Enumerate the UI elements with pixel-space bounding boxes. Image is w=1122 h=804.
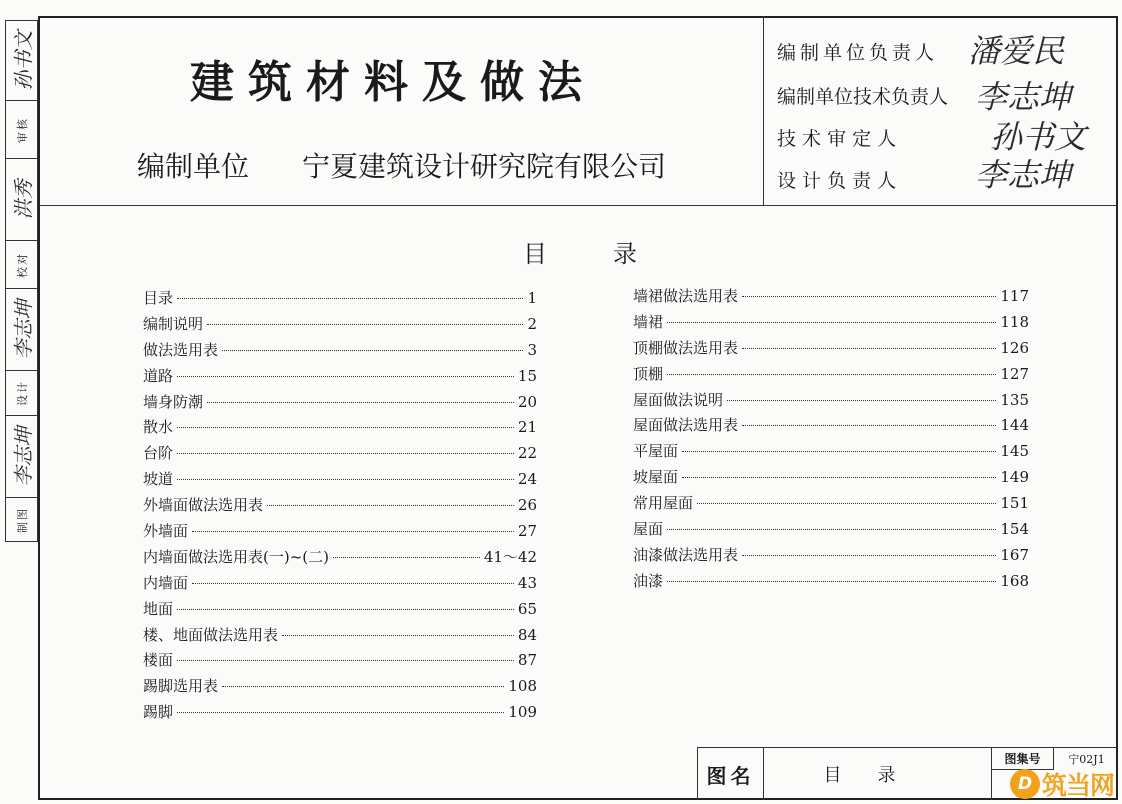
- toc-entry-label: 油漆: [633, 571, 664, 590]
- toc-entry-label: 目录: [143, 289, 174, 307]
- toc-title: 目录: [523, 240, 703, 268]
- toc-entry-page: 109: [508, 703, 537, 722]
- toc-entry-label: 坡屋面: [633, 468, 679, 487]
- toc-leader-dots: [267, 505, 514, 506]
- toc-entry-page: 24: [517, 470, 537, 489]
- strip-label-check: 校对: [6, 241, 37, 289]
- toc-entry-label: 散水: [143, 418, 174, 437]
- toc-entry-page: 1: [527, 289, 537, 307]
- toc-entry: [143, 624, 537, 650]
- strip-signature-designer: 李志坤: [6, 289, 37, 371]
- toc-entry-page: 168: [1000, 571, 1029, 590]
- toc-entry-label: 踢脚选用表: [143, 677, 219, 696]
- toc-entry: [633, 285, 1029, 311]
- toc-entry: [633, 518, 1029, 544]
- toc-entry-label: 内墙面: [143, 573, 189, 592]
- toc-entry: [143, 520, 537, 546]
- toc-entry: [633, 363, 1029, 389]
- toc-entry-label: 屋面做法说明: [633, 390, 724, 409]
- toc-entry-page: 154: [1000, 520, 1029, 539]
- toc-entry-label: 屋面: [633, 520, 664, 539]
- approval-strip: [5, 20, 38, 542]
- site-watermark: [1010, 763, 1122, 804]
- header-vertical-divider: [763, 16, 764, 206]
- toc-entry: [633, 337, 1029, 363]
- toc-entry: [143, 468, 537, 494]
- toc-entry: [143, 416, 537, 442]
- toc-entry-page: 2: [527, 314, 537, 333]
- resp-role-unit-head: 编制单位负责人: [777, 42, 939, 64]
- toc-leader-dots: [177, 712, 504, 713]
- resp-role-tech-approver: 技 术 审 定 人: [777, 128, 897, 150]
- toc-leader-dots: [177, 376, 514, 377]
- toc-entry: [143, 494, 537, 520]
- toc-entry-label: 台阶: [143, 444, 174, 463]
- toc-entry: [633, 466, 1029, 492]
- atlas-number-label: 图集号: [992, 748, 1054, 770]
- title-block-name: 目录: [764, 748, 992, 800]
- toc-leader-dots: [667, 581, 996, 582]
- toc-leader-dots: [177, 609, 514, 610]
- toc-entry-page: 26: [517, 496, 537, 515]
- toc-entry: [633, 492, 1029, 518]
- toc-entry-page: 108: [508, 677, 537, 696]
- toc-leader-dots: [742, 555, 996, 556]
- toc-leader-dots: [177, 427, 514, 428]
- toc-entry-page: 145: [1000, 442, 1029, 461]
- toc-leader-dots: [727, 400, 996, 401]
- toc-entry-page: 87: [517, 651, 537, 670]
- resp-role-design-head: 设 计 负 责 人: [777, 170, 897, 192]
- signature-tech-head: 李志坤: [975, 78, 1072, 116]
- toc-leader-dots: [682, 477, 996, 478]
- toc-leader-dots: [177, 453, 514, 454]
- toc-entry: [633, 311, 1029, 337]
- toc-entry-page: 118: [1000, 312, 1029, 331]
- toc-leader-dots: [282, 635, 514, 636]
- toc-entry-label: 道路: [143, 366, 174, 385]
- toc-leader-dots: [207, 324, 523, 325]
- signature-unit-head: 潘爱民: [968, 32, 1065, 70]
- toc-entry-page: 27: [517, 522, 537, 541]
- toc-entry: [633, 570, 1029, 596]
- toc-entry-page: 84: [517, 625, 537, 644]
- toc-entry-label: 屋面做法选用表: [633, 416, 739, 435]
- toc-leader-dots: [222, 350, 523, 351]
- resp-role-tech-head: 编制单位技术负责人: [777, 86, 949, 108]
- compiling-unit-name: 宁夏建筑设计研究院有限公司: [302, 150, 667, 183]
- toc-entry-label: 外墙面做法选用表: [143, 496, 264, 515]
- toc-entry-page: 20: [517, 392, 537, 411]
- toc-entry: [143, 701, 537, 727]
- toc-entry: [633, 440, 1029, 466]
- toc-leader-dots: [682, 451, 996, 452]
- toc-entry-label: 坡道: [143, 470, 174, 489]
- atlas-number-value: 宁02J1: [1068, 753, 1105, 766]
- title-block-label: 图名: [698, 748, 764, 800]
- toc-entry-label: 墙身防潮: [143, 392, 204, 411]
- toc-entry-page: 151: [1000, 494, 1029, 513]
- toc-leader-dots: [192, 583, 514, 584]
- toc-entry-label: 楼面: [143, 651, 174, 670]
- toc-entry-page: 117: [1000, 287, 1029, 305]
- toc-entry: [143, 442, 537, 468]
- toc-entry: [143, 598, 537, 624]
- toc-entry-page: 15: [517, 366, 537, 385]
- signature-design-head: 李志坤: [975, 156, 1072, 194]
- toc-leader-dots: [222, 686, 504, 687]
- toc-entry-label: 编制说明: [143, 314, 204, 333]
- compiling-unit-label: 编制单位: [137, 150, 250, 183]
- toc-leader-dots: [192, 531, 514, 532]
- strip-label-review: 审核: [6, 101, 37, 159]
- toc-entry-label: 地面: [143, 599, 174, 618]
- toc-leader-dots: [667, 322, 996, 323]
- toc-leader-dots: [177, 479, 514, 480]
- toc-entry-label: 顶棚: [633, 364, 664, 383]
- toc-leader-dots: [333, 557, 480, 558]
- atlas-title: 建筑材料及做法: [190, 57, 596, 108]
- toc-entry-label: 内墙面做法选用表(一)~(二): [143, 547, 329, 566]
- toc-leader-dots: [667, 529, 996, 530]
- toc-entry-label: 做法选用表: [143, 340, 219, 359]
- toc-leader-dots: [742, 425, 996, 426]
- watermark-logo-icon: D: [1010, 769, 1040, 799]
- toc-entry: [633, 544, 1029, 570]
- toc-entry-page: 43: [517, 573, 537, 592]
- toc-leader-dots: [207, 402, 514, 403]
- strip-label-design: 设计: [6, 371, 37, 416]
- toc-entry-label: 常用屋面: [633, 494, 694, 513]
- toc-leader-dots: [667, 374, 996, 375]
- toc-entry-label: 油漆做法选用表: [633, 545, 739, 564]
- toc-leader-dots: [177, 660, 514, 661]
- toc-entry-page: 144: [1000, 416, 1029, 435]
- toc-entry: [143, 339, 537, 365]
- toc-entry-page: 126: [1000, 338, 1029, 357]
- toc-entry-page: 65: [517, 599, 537, 618]
- strip-signature-checker: 洪秀: [6, 159, 37, 241]
- toc-leader-dots: [697, 503, 996, 504]
- toc-leader-dots: [177, 298, 523, 299]
- toc-entry-label: 楼、地面做法选用表: [143, 625, 279, 644]
- strip-signature-drafter: 李志坤: [6, 416, 37, 498]
- toc-left-column: [143, 287, 537, 727]
- strip-signature-reviewer: 孙书文: [6, 21, 37, 101]
- toc-entry-page: 22: [517, 444, 537, 463]
- toc-entry-label: 顶棚做法选用表: [633, 338, 739, 357]
- toc-entry: [143, 675, 537, 701]
- toc-entry-page: 3: [527, 340, 537, 359]
- toc-entry: [633, 389, 1029, 415]
- toc-entry-label: 外墙面: [143, 522, 189, 541]
- toc-entry-page: 149: [1000, 468, 1029, 487]
- toc-entry-page: 127: [1000, 364, 1029, 383]
- toc-right-column: [633, 285, 1029, 596]
- toc-entry: [143, 391, 537, 417]
- toc-entry-label: 墙裙: [633, 312, 664, 331]
- toc-leader-dots: [742, 348, 996, 349]
- toc-entry-label: 踢脚: [143, 703, 174, 722]
- toc-entry-label: 墙裙做法选用表: [633, 287, 739, 305]
- toc-entry: [143, 649, 537, 675]
- toc-entry-page: 41～42: [483, 547, 537, 566]
- toc-entry: [143, 313, 537, 339]
- toc-entry: [143, 546, 537, 572]
- toc-entry-label: 平屋面: [633, 442, 679, 461]
- toc-entry-page: 21: [517, 418, 537, 437]
- toc-entry-page: 135: [1000, 390, 1029, 409]
- toc-entry: [633, 414, 1029, 440]
- signature-tech-approver: 孙书文: [990, 118, 1087, 156]
- strip-label-draft: 制图: [15, 506, 29, 533]
- toc-entry: [143, 287, 537, 313]
- toc-entry: [143, 572, 537, 598]
- toc-leader-dots: [742, 296, 996, 297]
- watermark-text: 筑当网: [1042, 770, 1115, 800]
- toc-entry-page: 167: [1000, 545, 1029, 564]
- header-divider-line: [38, 205, 1118, 206]
- toc-entry: [143, 365, 537, 391]
